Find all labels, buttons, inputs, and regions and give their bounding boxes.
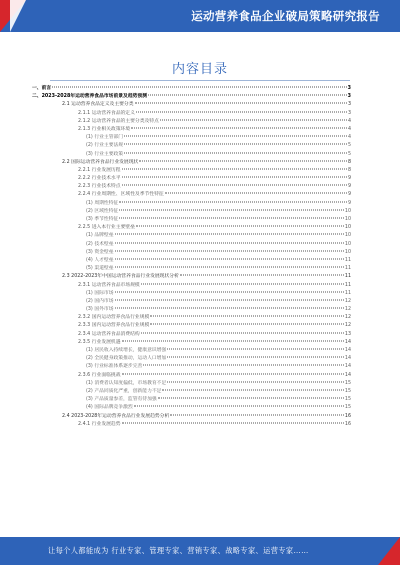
toc-entry-title: 二、2023-2028年运动营养食品市场前景及趋势预测 [32, 94, 148, 100]
toc-page-number: 10 [344, 233, 351, 239]
toc-entry[interactable] [32, 159, 351, 167]
toc-entry[interactable] [32, 208, 351, 216]
toc-heading: 内容目录 [171, 62, 228, 77]
toc-page-number: 16 [344, 413, 351, 419]
toc-entry[interactable] [32, 175, 351, 183]
toc-dot-leader [150, 316, 344, 317]
toc-page-number: 8 [347, 159, 351, 165]
toc-page-number: 3 [347, 110, 351, 116]
toc-entry[interactable] [32, 404, 351, 412]
toc-page-number: 9 [347, 200, 351, 206]
toc-entry-title: (5) 渠道壁垒 [86, 266, 114, 272]
toc-dot-leader [115, 242, 344, 243]
toc-page-number: 3 [347, 102, 351, 108]
toc-entry[interactable] [32, 298, 351, 306]
toc-entry-title: (1) 居民收入持续增长，健康意识增强 [86, 348, 167, 353]
toc-entry[interactable] [32, 110, 351, 118]
toc-dot-leader [122, 422, 344, 423]
toc-entry-title: 2.2.4 行业周期性、区域性及季节性特征 [78, 192, 164, 198]
toc-entry[interactable] [32, 85, 351, 93]
toc-page-number: 13 [344, 331, 351, 337]
toc-entry-title: (1) 行业主管部门 [86, 135, 124, 141]
toc-entry-title: (1) 国际市场 [86, 290, 114, 296]
toc-page-number: 15 [344, 397, 351, 403]
footer-bar [0, 537, 400, 565]
toc-page-number: 5 [347, 143, 351, 149]
footer-slogan: 让每个人都能成为 行业专家、管理专家、营销专家、战略专家、运营专家…… [48, 546, 309, 555]
toc-entry-title: (2) 全民健身政策推动，运动人口增加 [86, 356, 167, 362]
toc-page-number: 8 [347, 167, 351, 173]
toc-page-number: 11 [344, 290, 351, 296]
toc-page-number: 14 [344, 339, 351, 345]
toc-entry[interactable] [32, 101, 351, 109]
toc-dot-leader [119, 218, 344, 219]
toc-entry[interactable] [32, 413, 351, 421]
toc-dot-leader [170, 414, 344, 415]
toc-entry-title: 2.3 2022-2023年中国运动营养食品行业发展现状分析 [62, 274, 179, 280]
toc-entry[interactable] [32, 388, 351, 396]
toc-entry-title: (2) 技术壁垒 [86, 241, 114, 247]
toc-entry[interactable] [32, 241, 351, 249]
toc-dot-leader [115, 308, 344, 309]
toc-entry-title: 2.3.1 运动营养食品市场规模 [78, 282, 140, 288]
header-white-stripe [10, 0, 26, 32]
toc-entry-title: 2.4 2023-2028年运动营养食品行业发展趋势分析 [62, 413, 170, 419]
toc-dot-leader [122, 373, 344, 374]
toc-entry[interactable] [32, 118, 351, 126]
table-of-contents [32, 85, 351, 429]
toc-dot-leader [124, 136, 347, 137]
toc-page-number: 11 [344, 282, 351, 288]
toc-dot-leader [141, 283, 344, 284]
toc-page-number: 11 [344, 274, 351, 280]
toc-page-number: 9 [347, 192, 351, 198]
toc-entry[interactable] [32, 151, 351, 159]
toc-entry[interactable] [32, 314, 351, 322]
toc-entry-title: 2.2.1 行业发展历程 [78, 167, 121, 173]
toc-page-number: 15 [344, 388, 351, 394]
toc-page-number: 14 [344, 372, 351, 378]
toc-dot-leader [131, 127, 347, 128]
toc-entry[interactable] [32, 142, 351, 150]
toc-page-number: 10 [344, 241, 351, 247]
toc-page-number: 11 [344, 266, 351, 272]
toc-entry[interactable] [32, 191, 351, 199]
toc-entry-title: 2.2.5 进入本行业主要壁垒 [78, 225, 135, 231]
toc-entry-title: (2) 行业主要法规 [86, 143, 124, 149]
toc-entry[interactable] [32, 265, 351, 273]
toc-entry[interactable] [32, 421, 351, 429]
toc-page-number: 14 [344, 356, 351, 362]
toc-dot-leader [143, 365, 344, 366]
toc-entry-title: 2.1 运动营养食品定义及主要分类 [62, 102, 134, 108]
toc-page-number: 4 [347, 126, 351, 132]
toc-page-number: 12 [344, 315, 351, 321]
toc-dot-leader [167, 349, 344, 350]
toc-dot-leader [167, 381, 344, 382]
toc-entry-title: 2.2.2 行业技术水平 [78, 176, 121, 182]
toc-entry-title: 2.3.2 国内运动营养食品行业规模 [78, 315, 150, 321]
toc-page-number: 14 [344, 348, 351, 353]
toc-page-number: 12 [344, 307, 351, 313]
toc-dot-leader [167, 357, 344, 358]
toc-page-number: 4 [347, 135, 351, 141]
toc-entry[interactable] [32, 134, 351, 142]
toc-entry[interactable] [32, 273, 351, 281]
toc-entry-title: 2.3.3 国内运动营养食品行业规模 [78, 323, 150, 329]
toc-entry[interactable] [32, 380, 351, 388]
toc-entry[interactable] [32, 306, 351, 314]
toc-entry[interactable] [32, 396, 351, 404]
toc-entry-title: (3) 资金壁垒 [86, 249, 114, 255]
toc-page-number: 14 [344, 364, 351, 370]
toc-entry-title: (2) 区域性特征 [86, 208, 119, 214]
toc-page-number: 12 [344, 323, 351, 329]
toc-entry-title: (1) 消费者认知度偏低，市场教育不足 [86, 380, 167, 386]
toc-entry[interactable] [32, 183, 351, 191]
toc-entry-title: 2.1.1 运动营养食品的定义 [78, 110, 135, 116]
heading-divider [50, 80, 350, 81]
toc-entry-title: 2.1.2 运动营养食品的主要分类及特点 [78, 118, 159, 124]
toc-dot-leader [122, 168, 347, 169]
toc-dot-leader [115, 299, 344, 300]
toc-entry[interactable] [32, 126, 351, 134]
toc-entry[interactable] [32, 347, 351, 355]
toc-entry-title: (3) 国外市场 [86, 307, 114, 313]
toc-dot-leader [115, 291, 344, 292]
toc-page-number: 9 [347, 176, 351, 182]
toc-entry-title: (3) 产品质量参差，监管有待加强 [86, 397, 157, 403]
toc-page-number: 15 [344, 405, 351, 411]
toc-entry[interactable] [32, 249, 351, 257]
toc-dot-leader [165, 193, 347, 194]
toc-dot-leader [115, 267, 344, 268]
toc-entry[interactable] [32, 200, 351, 208]
toc-page-number: 3 [347, 86, 351, 91]
toc-page-number: 10 [344, 249, 351, 255]
toc-entry-title: 2.4.1 行业发展趋势 [78, 421, 121, 427]
toc-entry-title: 2.2.3 行业技术特点 [78, 184, 121, 190]
toc-dot-leader [115, 258, 344, 259]
toc-page-number: 9 [347, 184, 351, 190]
toc-page-number: 10 [344, 217, 351, 222]
toc-entry-title: 2.3.5 行业发展机遇 [78, 339, 121, 345]
toc-dot-leader [52, 87, 346, 88]
toc-dot-leader [162, 389, 343, 390]
toc-dot-leader [139, 160, 347, 161]
toc-page-number: 12 [344, 298, 351, 304]
toc-dot-leader [136, 226, 344, 227]
header-bar [0, 0, 400, 32]
toc-entry-title: (3) 行业主要政策 [86, 151, 124, 157]
toc-dot-leader [160, 119, 347, 120]
footer-red-corner [378, 537, 400, 565]
toc-dot-leader [119, 201, 347, 202]
toc-entry-title: 2.3.4 运动营养食品消费结构 [78, 331, 140, 337]
toc-dot-leader [148, 95, 347, 96]
toc-dot-leader [135, 103, 347, 104]
toc-dot-leader [119, 209, 344, 210]
toc-dot-leader [136, 111, 347, 112]
toc-dot-leader [141, 332, 344, 333]
toc-entry-title: (2) 国内市场 [86, 298, 114, 304]
toc-dot-leader [115, 234, 344, 235]
toc-entry[interactable] [32, 331, 351, 339]
toc-entry[interactable] [32, 363, 351, 371]
toc-entry-title: (4) 国际品牌竞争激烈 [86, 405, 133, 411]
toc-entry-title: (4) 人才壁垒 [86, 257, 114, 263]
toc-page-number: 11 [344, 257, 351, 263]
toc-entry-title: (1) 品牌壁垒 [86, 233, 114, 239]
toc-entry-title: 2.2 国际运动营养食品行业发展现状 [62, 159, 139, 165]
report-title: 运动营养食品企业破局策略研究报告 [191, 9, 380, 23]
toc-dot-leader [122, 177, 347, 178]
toc-dot-leader [124, 144, 347, 145]
toc-dot-leader [134, 406, 344, 407]
toc-entry[interactable] [32, 257, 351, 265]
toc-page-number: 16 [344, 421, 351, 427]
toc-entry[interactable] [32, 290, 351, 298]
toc-dot-leader [180, 275, 344, 276]
toc-dot-leader [124, 152, 347, 153]
toc-entry-title: (3) 行业标准体系逐步完善 [86, 364, 143, 370]
toc-entry-title: 一、前言 [32, 86, 52, 91]
toc-page-number: 5 [347, 151, 351, 157]
toc-entry[interactable] [32, 167, 351, 175]
toc-entry-title: 2.3.6 行业面临挑战 [78, 372, 121, 378]
toc-entry[interactable] [32, 372, 351, 380]
toc-dot-leader [122, 340, 344, 341]
toc-dot-leader [158, 398, 344, 399]
toc-entry[interactable] [32, 93, 351, 101]
toc-entry-title: (3) 季节性特征 [86, 217, 119, 222]
toc-entry-title: (1) 周期性特征 [86, 200, 119, 206]
toc-entry[interactable] [32, 322, 351, 330]
toc-page-number: 10 [344, 225, 351, 231]
toc-entry-title: (2) 产品同质化严重，创新能力不足 [86, 388, 162, 394]
toc-entry[interactable] [32, 339, 351, 347]
toc-dot-leader [115, 250, 344, 251]
toc-page-number: 4 [347, 118, 351, 124]
toc-entry-title: 2.1.3 行业相关政策环境 [78, 126, 131, 132]
toc-page-number: 3 [347, 94, 351, 100]
toc-dot-leader [150, 324, 344, 325]
toc-entry[interactable] [32, 232, 351, 240]
toc-entry[interactable] [32, 224, 351, 232]
toc-page-number: 15 [344, 380, 351, 386]
toc-entry[interactable] [32, 282, 351, 290]
toc-page-number: 10 [344, 208, 351, 214]
toc-entry[interactable] [32, 355, 351, 363]
toc-entry[interactable] [32, 216, 351, 224]
toc-dot-leader [122, 185, 347, 186]
